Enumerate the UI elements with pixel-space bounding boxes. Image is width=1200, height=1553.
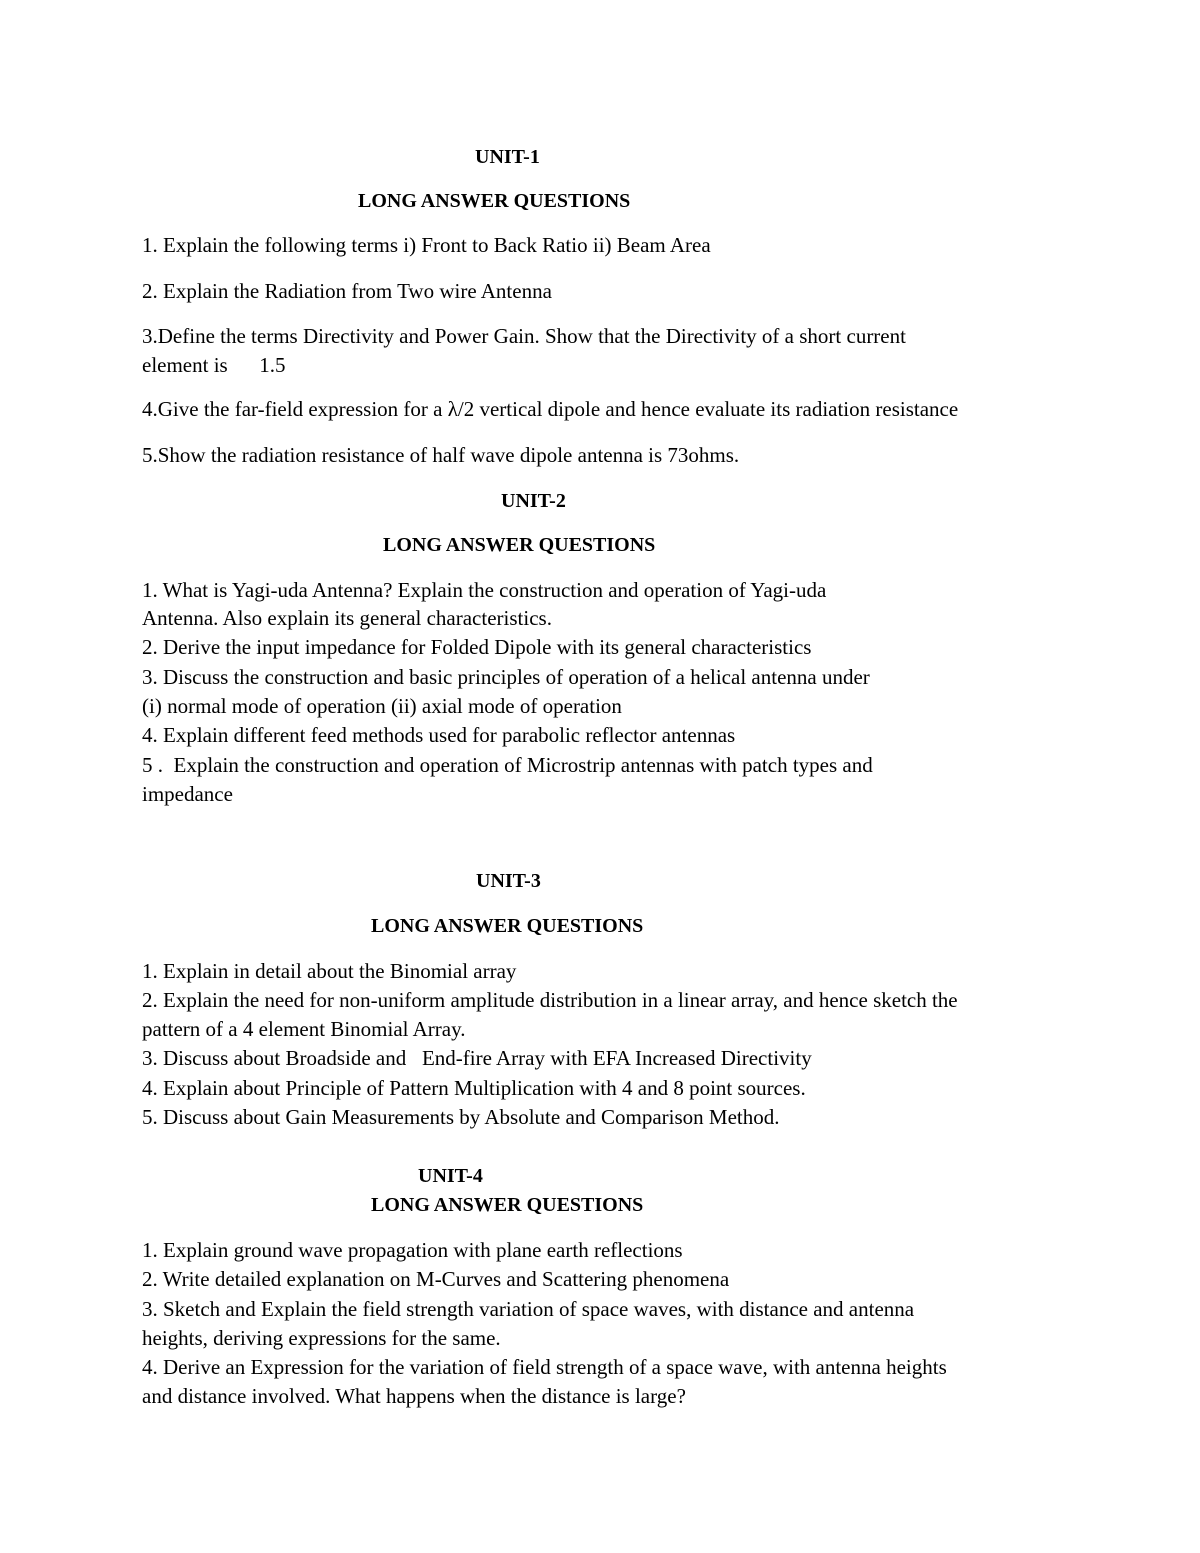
unit3-question-3: 3. Discuss about Broadside and End-fire Array with EFA Increased Directivity <box>142 1046 812 1070</box>
unit4-question-3: 3. Sketch and Explain the field strength variation of space waves, with distance and antenna <box>142 1297 915 1321</box>
unit3-question-4: 4. Explain about Principle of Pattern Multiplication with 4 and 8 point sources. <box>142 1076 806 1100</box>
unit2-question-3-cont: (i) normal mode of operation (ii) axial mode of operation <box>142 694 622 718</box>
unit1-question-2: 2. Explain the Radiation from Two wire Antenna <box>142 279 552 303</box>
unit2-question-4: 4. Explain different feed methods used for parabolic reflector antennas <box>142 723 736 747</box>
unit4-subtitle: LONG ANSWER QUESTIONS <box>371 1194 644 1216</box>
unit2-question-1-cont: Antenna. Also explain its general characteristics. <box>142 606 552 630</box>
unit2-question-1: 1. What is Yagi-uda Antenna? Explain the construction and operation of Yagi-uda <box>142 578 827 602</box>
unit3-title: UNIT-3 <box>476 870 541 892</box>
unit2-question-2: 2. Derive the input impedance for Folded Dipole with its general characteristics <box>142 635 812 659</box>
unit3-question-2: 2. Explain the need for non-uniform amplitude distribution in a linear array, and hence sketch the <box>142 988 958 1012</box>
unit1-title: UNIT-1 <box>475 146 540 168</box>
unit3-question-2-cont: pattern of a 4 element Binomial Array. <box>142 1017 466 1041</box>
unit4-question-4-cont: and distance involved. What happens when the distance is large? <box>142 1384 686 1408</box>
unit2-title: UNIT-2 <box>501 490 566 512</box>
unit4-question-2: 2. Write detailed explanation on M-Curves and Scattering phenomena <box>142 1267 730 1291</box>
unit2-question-5: 5 . Explain the construction and operation of Microstrip antennas with patch types and <box>142 753 873 777</box>
unit2-subtitle: LONG ANSWER QUESTIONS <box>383 534 656 556</box>
unit1-question-3: 3.Define the terms Directivity and Power Gain. Show that the Directivity of a short current <box>142 324 906 348</box>
unit4-question-3-cont: heights, deriving expressions for the same. <box>142 1326 501 1350</box>
unit1-question-4: 4.Give the far-field expression for a λ/2 vertical dipole and hence evaluate its radiation resistance <box>142 397 959 421</box>
unit1-question-5: 5.Show the radiation resistance of half wave dipole antenna is 73ohms. <box>142 443 740 467</box>
unit4-question-4: 4. Derive an Expression for the variation of field strength of a space wave, with antenna heights <box>142 1355 947 1379</box>
unit3-question-5: 5. Discuss about Gain Measurements by Absolute and Comparison Method. <box>142 1105 780 1129</box>
unit1-subtitle: LONG ANSWER QUESTIONS <box>358 190 631 212</box>
unit3-question-1: 1. Explain in detail about the Binomial array <box>142 959 517 983</box>
unit4-question-1: 1. Explain ground wave propagation with plane earth reflections <box>142 1238 683 1262</box>
unit1-question-3-cont: element is 1.5 <box>142 353 286 377</box>
unit1-question-1: 1. Explain the following terms i) Front to Back Ratio ii) Beam Area <box>142 233 711 257</box>
unit2-question-3: 3. Discuss the construction and basic principles of operation of a helical antenna under <box>142 665 870 689</box>
unit3-subtitle: LONG ANSWER QUESTIONS <box>371 915 644 937</box>
unit2-question-5-cont: impedance <box>142 782 233 806</box>
unit4-title: UNIT-4 <box>418 1165 483 1187</box>
